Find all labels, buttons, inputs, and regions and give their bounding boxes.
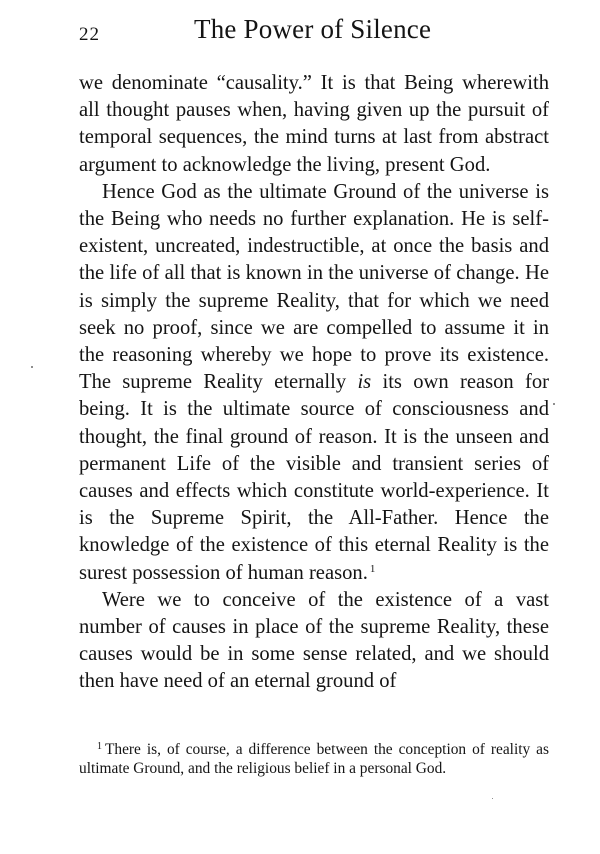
footnote xyxy=(79,740,549,779)
paragraph-ground-of-universe xyxy=(79,179,549,587)
italic-emphasis: is xyxy=(357,371,372,394)
paragraph-text-end: its own reason for being. It is the ultimate source of consciousness and thought, the final ground of reason. It is the unseen and permanent Life of the visible and transient series of causes and effects which constitute world-experience. It is the Supreme Spirit, the All-Father. Hence the knowledge of the existence of this eternal Reality is the surest possession of human reason. xyxy=(79,371,549,584)
footnote-marker: 1 xyxy=(97,741,102,752)
paragraph-text-start: Hence God as the ultimate Ground of the universe is the Being who needs no further explanation. He is self-existent, uncreated, indestructible, at once the basis and the life of all that is known in the universe of change. He is simply the supreme Reality, that for which we need seek no proof, since we are compelled to assume it in the reasoning whereby we hope to prove its existence. The supreme Reality eternally xyxy=(79,180,549,394)
running-header xyxy=(79,14,549,54)
paragraph-continued: we denominate “causality.” It is that Being wherewith all thought pauses when, having given up the pursuit of temporal sequences, the mind turns at last from abstract argument to acknowledge the living, present God. xyxy=(79,72,549,176)
paragraph-vast-number-of-causes: Were we to conceive of the existence of a vast number of causes in place of the supreme Reality, these causes would be in some sense related, and we should then have need of an eternal ground of xyxy=(79,588,549,693)
page-number: 22 xyxy=(79,24,100,45)
body-text xyxy=(79,70,549,696)
scan-speck xyxy=(31,366,33,368)
footnote-text: There is, of course, a difference between the conception of reality as ultimate Ground, and the religious belief in a personal God. xyxy=(79,741,549,778)
footnote-reference: 1 xyxy=(369,562,376,575)
running-title: The Power of Silence xyxy=(194,14,432,44)
scan-speck xyxy=(553,403,555,405)
scan-speck xyxy=(492,798,493,799)
